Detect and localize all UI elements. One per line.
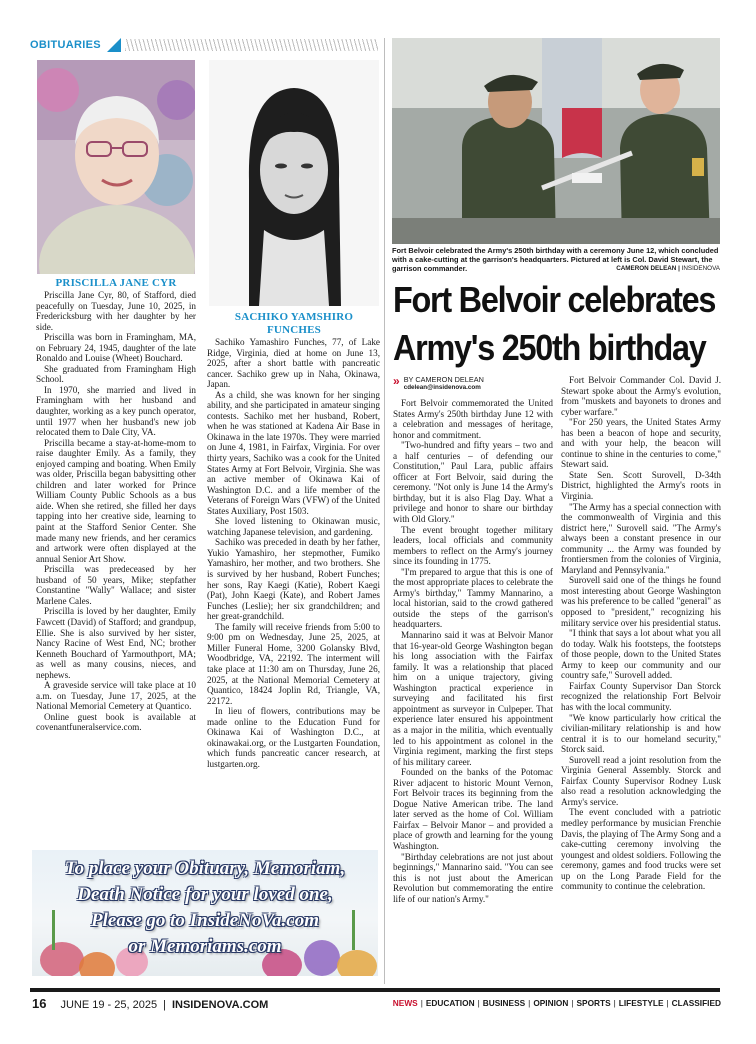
article-photo xyxy=(392,38,720,244)
credit-name: CAMERON DELEAN xyxy=(616,265,677,272)
caption-text: Fort Belvoir celebrated the Army's 250th birthday with a ceremony June 12, which concluded with a cake-cutting at the garrison's headquarters. Pictured at left is Col. David Stewart, the garrison commander. xyxy=(392,246,719,273)
nav-classified[interactable]: CLASSIFIED xyxy=(671,998,721,1008)
article-paragraph: Fairfax County Supervisor Dan Storck recognized the relationship Fort Belvoir has with the local community. xyxy=(561,680,721,712)
obit-paragraph: She loved listening to Okinawan music, watching Japanese television, and gardening. xyxy=(207,516,380,537)
headline-line: Fort Belvoir celebrates xyxy=(393,279,716,320)
article-paragraph: "Birthday celebrations are not just about beginnings," Mannarino said. "You can see this is not just about the American Revolution but commemorating the entire life of our nation's Army." xyxy=(393,851,553,904)
nav-business[interactable]: BUSINESS xyxy=(482,998,526,1008)
obit-paragraph: Priscilla was predeceased by her husband of 50 years, Mike; stepfather Constantine "Wally" Wallace; and sister Marlene Cales. xyxy=(36,564,196,606)
credit-outlet: INSIDENOVA xyxy=(681,265,720,272)
obit-paragraph: In 1970, she married and lived in Framingham with her husband and daughter, working as a key punch operator, until 1977 when her husband's new job relocated them to Dale City, VA. xyxy=(36,384,196,438)
nav-lifestyle[interactable]: LIFESTYLE xyxy=(618,998,664,1008)
article-paragraph: "I'm prepared to argue that this is one of the most appropriate places to celebrate the Army's birthday," Tammy Mannarino, a local historian, said to the crowd gathered outside the steps of the garrison's headquarters. xyxy=(393,566,553,630)
photo-credit: CAMERON DELEAN | INSIDENOVA xyxy=(616,265,720,272)
article-paragraph: Founded on the banks of the Potomac River adjacent to historic Mount Vernon, Fort Belvoir traces its beginning from the Dogue Native American tribe. The land later served as the home of Col. William Fairfax – Belvoir Manor – and provided a place of growth and learning for the young Washington. xyxy=(393,767,553,851)
article-paragraph: "The Army has a special connection with the commonwealth of Virginia and this district here," Surovell said. "The Army's always been a constant presence in our community ... the Army was founded by frontiersmen from the colonies of Virginia, Maryland and Pennsylvania." xyxy=(561,501,721,575)
article-paragraph: "We know particularly how critical the civilian-military relationship is and how central it is to our homeland security," Storck said. xyxy=(561,712,721,755)
page-number: 16 xyxy=(32,996,47,1011)
article-paragraph: Fort Belvoir commemorated the United States Army's 250th birthday June 12 with a celebration and messages of heritage, honor and commitment. xyxy=(393,398,553,440)
obit-text-sachiko xyxy=(207,337,380,769)
footer-rule xyxy=(30,988,720,992)
article-paragraph: "I think that says a lot about what you all do today. Walk his footsteps, the footsteps of those people, down to the United States Army to keep our community and our country safe," Surovell added. xyxy=(561,628,721,681)
section-header xyxy=(30,36,378,54)
ad-line: Please go to InsideNoVa.com xyxy=(91,910,319,931)
article-paragraph: The event concluded with a patriotic medley performance by musician Frenchie Davis, the playing of The Army Song and a cake-cutting ceremony involving the youngest and oldest soldiers. Following the ceremony, games and food trucks were set up on the Long Parade Field for the community to continue the celebration. xyxy=(561,807,721,892)
ad-text xyxy=(32,856,378,960)
obit-paragraph: Sachiko was preceded in death by her father, Yukio Yamashiro, her stepmother, Fumiko Yamashiro, her mother, and two brothers. She is survived by her husband, Robert Funches; her sons, Ray Kaegi (Katie), Robert Kaegi (Pat), John Kaegi (Kate), and Robert James Funches (Leslie); her six grandchildren; and her great-grandchild. xyxy=(207,537,380,622)
article-paragraph: "For 250 years, the United States Army has been a beacon of hope and security, and with your help, the beacon will continue to shine in the centuries to come," Stewart said. xyxy=(561,417,721,470)
byline-chevron-icon: » xyxy=(393,374,400,388)
obit-paragraph: In lieu of flowers, contributions may be made online to the Education Fund for Okinawa Kai of Washington D.C., at okinawakai.org, or the Lustgarten Foundation, which funds pancreatic cancer research, at lustgarten.org. xyxy=(207,706,380,769)
obit-name-priscilla: PRISCILLA JANE CYR xyxy=(55,277,177,289)
obituary-ad[interactable] xyxy=(32,850,378,976)
nav-education[interactable]: EDUCATION xyxy=(425,998,475,1008)
headline-line: Army's 250th birthday xyxy=(393,327,706,368)
obit-paragraph: Sachiko Yamashiro Funches, 77, of Lake Ridge, Virginia, died at home on June 13, 2025, after a short battle with pancreatic cancer. Sachiko grew up in Naha, Okinawa, Japan. xyxy=(207,337,380,390)
nav-opinion[interactable]: OPINION xyxy=(533,998,569,1008)
obit-paragraph: Priscilla is loved by her daughter, Emily Fawcett (David) of Stafford; and grandpup, Ellie. She is also survived by her sister, Nancy Racine of West End, NC; brother Kenneth Bouchard of Yarmouthport, MA; as well as many cousins, nieces, and nephews. xyxy=(36,606,196,680)
nav-sports[interactable]: SPORTS xyxy=(576,998,611,1008)
section-triangle-icon xyxy=(107,38,121,52)
article-headline xyxy=(393,276,716,372)
obit-paragraph: Priscilla became a stay-at-home-mom to raise daughter Emily. As a family, they enjoyed camping and boating. When Emily was older, Priscilla began babysitting other children and later worked for Prince William County Public Schools as a bus aide. When she retired, she filled her days tapping into her creative side, learning to paint at the Stafford Senior Center. She made many new friends, and her ceramics and artwork were often displayed at the annual Senior Art Show. xyxy=(36,437,196,564)
article-column-1 xyxy=(393,398,553,904)
section-hatch-rule xyxy=(125,39,378,51)
site-link[interactable]: INSIDENOVA.COM xyxy=(171,999,269,1011)
obit-paragraph: Priscilla was born in Framingham, MA, on February 24, 1945, daughter of the late Ronaldo and Louise (Wheet) Bouchard. xyxy=(36,332,196,364)
article-paragraph: Surovell read a joint resolution from the Virginia General Assembly. Storck and Fairfax County Supervisor Rodney Lusk also read a resolution acknowledging the Army's service. xyxy=(561,754,721,807)
obit-paragraph: Online guest book is available at covenantfuneralservice.com. xyxy=(36,711,196,733)
obit-text-priscilla xyxy=(36,290,196,733)
obit-name-sachiko: SACHIKO YAMSHIRO FUNCHES xyxy=(234,311,354,336)
obit-paragraph: The family will receive friends from 5:00 to 9:00 pm on Wednesday, June 25, 2025, at Miller Funeral Home, 3200 Golansky Blvd, Woodbridge, VA, 22192. The interment will take place at 11:30 am on Thursday, June 26, 2025, at the National Memorial Cemetery at Quantico, 18424 Joplin Rd, Triangle, VA, 22172. xyxy=(207,621,380,706)
footer-folio xyxy=(32,996,268,1011)
obit-paragraph: She graduated from Framingham High School. xyxy=(36,363,196,385)
nav-news[interactable]: NEWS xyxy=(392,998,418,1008)
obit-paragraph: As a child, she was known for her singing ability, and she participated in amateur singing contests. Sachiko met her husband, Robert, when he was stationed at Kadena Air Base in Okinawa in the late 1970s. They were married on June 4, 1981, in Fairfax, Virginia. For over thirty years, Sachiko was a cook for the United States Army at Fort Belvoir, Virginia. She was an active member of Okinawa Kai of Washington D.C. and a life member of the Veterans of Foreign Wars (VFW) of the United States Auxiliary, Post 1503. xyxy=(207,389,380,516)
byline-email[interactable]: cdelean@insidenova.com xyxy=(403,384,481,391)
article-paragraph: The event brought together military leaders, local officials and community members to reflect on the Army's journey since its founding in 1775. xyxy=(393,524,553,567)
article-column-2 xyxy=(561,375,721,892)
article-paragraph: Surovell said one of the things he found most interesting about George Washington was his preference to be called "general" as opposed to "president," recognizing his military service over his presidential status. xyxy=(561,575,721,628)
obit-photo-sachiko xyxy=(209,60,379,306)
obit-photo-priscilla xyxy=(37,60,195,274)
article-paragraph: Fort Belvoir Commander Col. David J. Stewart spoke about the Army's evolution, from "muskets and bayonets to drones and cyber warfare." xyxy=(561,375,721,417)
article-paragraph: State Sen. Scott Surovell, D-34th District, highlighted the Army's roots in Virginia. xyxy=(561,469,721,502)
article-paragraph: "Two-hundred and fifty years – two and a half centuries – of defending our Constitution," Paul Lara, public affairs officer at Fort Belvoir, said during the ceremony. "Not only is June 14 the Army's birthday, but it is also Flag Day. What a privilege and honor to share our birthday with Old Glory." xyxy=(393,440,553,525)
footer-separator: | xyxy=(163,999,166,1011)
ad-line: To place your Obituary, Memoriam, xyxy=(64,858,346,879)
obit-paragraph: A graveside service will take place at 10 a.m. on Tuesday, June 17, 2025, at the National Memorial Cemetery at Quantico. xyxy=(36,680,196,712)
ad-line: or Memoriams.com xyxy=(128,936,282,957)
photo-caption xyxy=(392,246,720,273)
section-label: OBITUARIES xyxy=(30,39,101,51)
article-paragraph: Mannarino said it was at Belvoir Manor that 16-year-old George Washington began his long association with the Fairfax family. It was a relationship that placed him on a unique trajectory, giving Washington practical experience in surveying and facilitated his first appointment as surveyor in Culpeper. That experience later ensured his appointment as a major in the militia, which eventually led to his appointment as colonel in the Virginia regiment, marking the first steps of his military career. xyxy=(393,630,553,767)
ad-line: Death Notice for your loved one, xyxy=(77,884,333,905)
obit-paragraph: Priscilla Jane Cyr, 80, of Stafford, died peacefully on Tuesday, June 10, 2025, in Fredericksburg with her daughter by her side. xyxy=(36,290,196,332)
byline xyxy=(393,376,553,391)
column-divider xyxy=(384,38,385,984)
byline-author: BY CAMERON DELEAN xyxy=(403,375,484,384)
issue-date: JUNE 19 - 25, 2025 xyxy=(60,999,158,1011)
footer-nav: NEWS | EDUCATION | BUSINESS | OPINION | SPORTS | LIFESTYLE | CLASSIFIED xyxy=(392,998,721,1008)
